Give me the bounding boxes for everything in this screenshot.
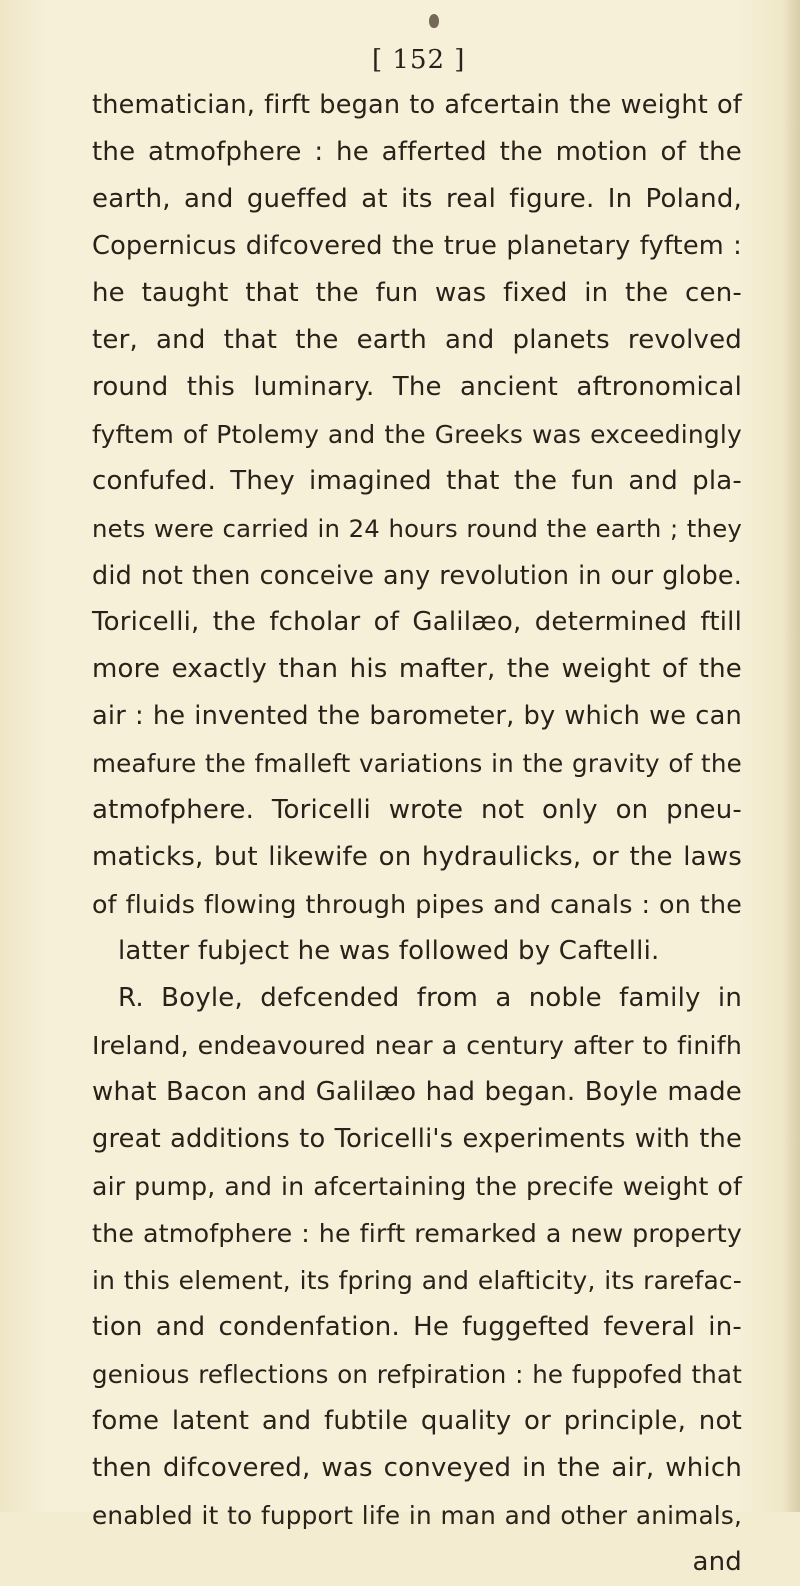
text-line: fome latent and fubtile quality or principle, not [92,1406,742,1436]
text-line: confufed. They imagined that the fun and pla- [92,466,742,496]
text-line: latter fubject he was followed by Caftelli. [118,936,660,966]
body-text [92,82,742,1586]
text-line: then difcovered, was conveyed in the air, which [92,1453,742,1483]
text-line: earth, and gueffed at its real figure. In Poland, [92,184,742,214]
text-line: the atmofphere : he firft remarked a new property [92,1219,742,1248]
text-line: round this luminary. The ancient aftronomical [92,372,742,402]
text-line: what Bacon and Galilæo had began. Boyle made [92,1077,742,1107]
text-line: tion and condenfation. He fuggefted feveral in- [92,1312,742,1342]
text-line: nets were carried in 24 hours round the earth ; they [92,514,742,543]
page-edge-shadow [782,0,800,1512]
text-line: air pump, and in afcertaining the precife weight of [92,1172,742,1201]
text-line: ter, and that the earth and planets revolved [92,325,742,355]
text-line: great additions to Toricelli's experiments with the [92,1124,742,1154]
ink-blot [429,14,439,28]
text-line: genious reflections on refpiration : he fuppofed that [92,1360,742,1389]
catchword: and [692,1547,742,1577]
text-line: maticks, but likewife on hydraulicks, or the laws [92,842,742,872]
text-line: in this element, its fpring and elafticity, its rarefac- [92,1266,742,1295]
text-line: R. Boyle, defcended from a noble family in [118,983,742,1013]
text-line: Copernicus difcovered the true planetary fyftem : [92,231,742,261]
text-line: thematician, firft began to afcertain the weight of [92,90,742,120]
text-line: air : he invented the barometer, by which we can [92,701,742,731]
page-number: [ 152 ] [372,45,466,75]
text-line: did not then conceive any revolution in our globe. [92,560,742,590]
text-line: atmofphere. Toricelli wrote not only on pneu- [92,795,742,825]
text-line: fyftem of Ptolemy and the Greeks was exceedingly [92,420,742,449]
text-line: more exactly than his mafter, the weight of the [92,654,742,684]
text-line: he taught that the fun was fixed in the cen- [92,278,742,308]
text-line: meafure the fmalleft variations in the gravity of the [92,749,742,778]
text-line: Ireland, endeavoured near a century after to finifh [92,1031,742,1060]
text-line: the atmofphere : he afferted the motion of the [92,137,742,167]
text-line: Toricelli, the fcholar of Galilæo, determined ftill [92,607,742,637]
text-line: of fluids flowing through pipes and canals : on the [92,889,742,919]
text-line: enabled it to fupport life in man and other animals, [92,1501,742,1530]
